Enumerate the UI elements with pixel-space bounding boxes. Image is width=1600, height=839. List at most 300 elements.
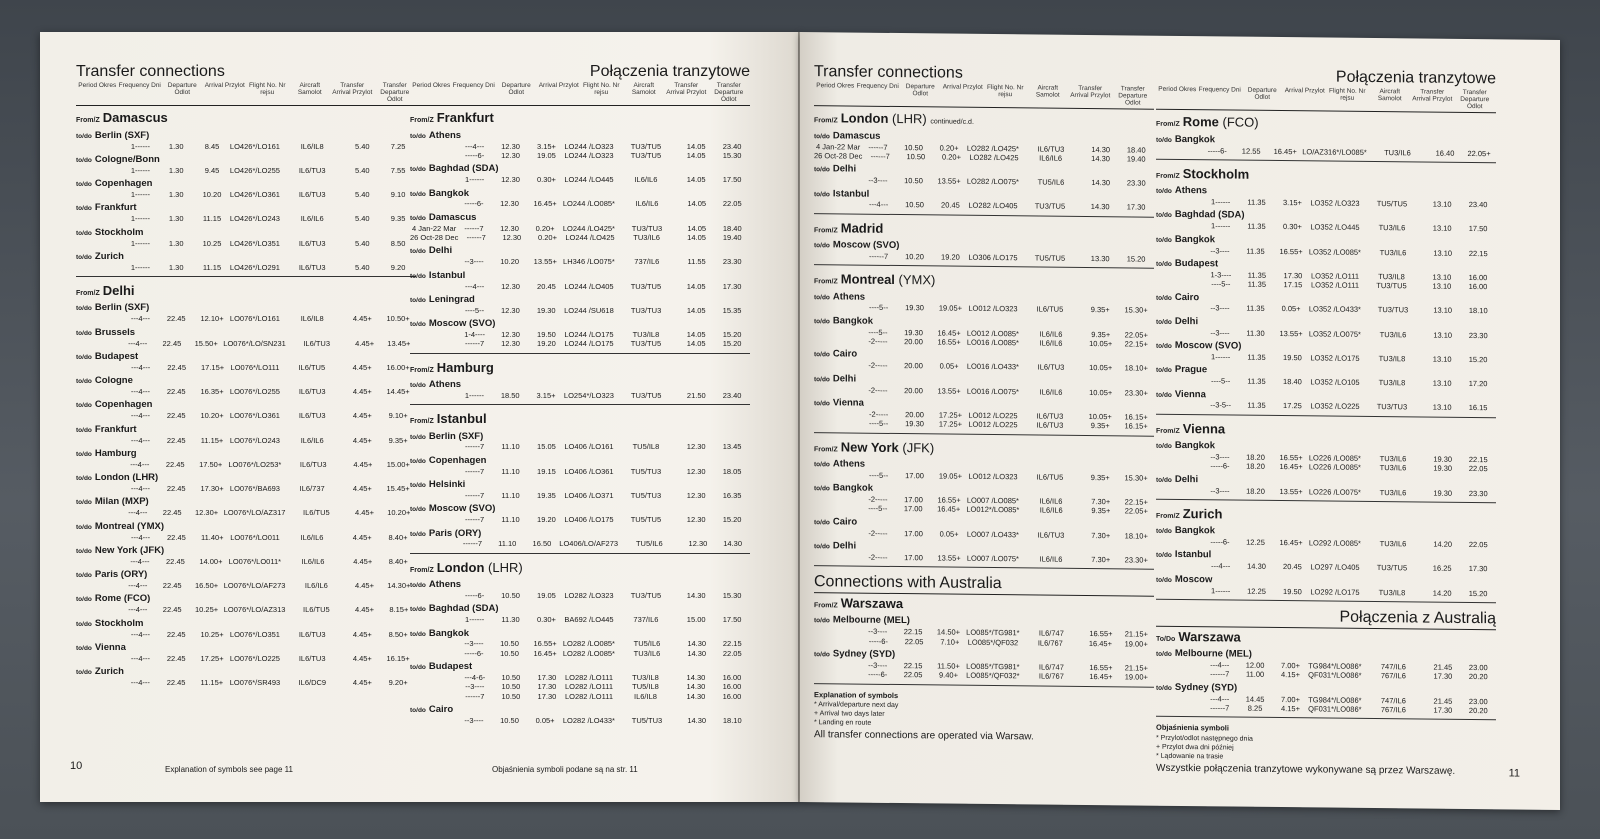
flight-cell: 9.35+ <box>1091 506 1111 516</box>
flight-cell: 22.45 <box>166 484 186 494</box>
flight-cell: 5.40 <box>355 141 370 151</box>
column-header-cell: Frequency Dni <box>452 82 495 89</box>
flight-cell: LO016 /LO075* <box>966 386 1019 396</box>
to-prefix: to/do <box>76 132 92 140</box>
flight-cell <box>410 682 457 691</box>
flight-cell: 10.25+ <box>200 629 224 639</box>
flight-cell: ---4--- <box>130 459 150 469</box>
flight-cell: 16.15+ <box>386 653 410 663</box>
flight-cell: 12.30 <box>501 281 520 291</box>
flight-cell: 19.20 <box>537 339 556 349</box>
origin-heading <box>410 411 750 427</box>
from-prefix: To/Do <box>1156 635 1176 643</box>
flight-cell: 16.15+ <box>1124 421 1148 431</box>
flight-cell: ------7 <box>870 151 890 161</box>
flight-cell: 23.30 <box>1468 330 1488 340</box>
flight-cell <box>814 360 860 370</box>
flight-cell: 9.45 <box>204 165 220 175</box>
flight-cell: 14.05 <box>686 175 706 185</box>
flight-cell: 4 Jan-22 Mar <box>816 141 861 152</box>
flight-cell: 23.40 <box>1468 200 1488 210</box>
origin-city: Delhi <box>102 283 135 299</box>
flight-cell: 10.50+ <box>386 314 410 324</box>
flight-cell: ---4--- <box>130 314 151 324</box>
flight-cell: 13.10 <box>1433 306 1453 316</box>
flight-row <box>76 533 416 542</box>
to-prefix: to/do <box>410 248 426 256</box>
flight-cell: IL6/767 <box>1038 671 1064 682</box>
to-prefix: to/do <box>76 253 92 261</box>
origin-heading <box>76 283 416 299</box>
flight-cell: 14.45 <box>1245 694 1265 704</box>
flight-cell: TU3/TU3 <box>1376 402 1408 412</box>
australia-section <box>1156 626 1496 721</box>
to-prefix: to/do <box>1156 294 1172 302</box>
flight-cell: 14.30 <box>1091 178 1111 188</box>
column-header-cell: Frequency Dni <box>856 82 899 91</box>
flight-cell: LO352 /LO433* <box>1308 304 1361 315</box>
flight-cell: 16.55+ <box>937 495 961 505</box>
flight-cell: 1------ <box>1211 221 1231 231</box>
flight-cell <box>410 615 457 624</box>
flight-cell <box>814 528 860 538</box>
flight-cell: TU3/IL6 <box>1379 329 1407 340</box>
flight-cell: LO076*/LO/AZ313 <box>223 605 286 615</box>
flight-cell: 10.20+ <box>200 411 224 421</box>
flight-row <box>410 339 750 348</box>
flight-cell: 19.30 <box>1433 463 1453 474</box>
column-header-cell: Transfer Departure Odlot <box>714 82 744 104</box>
flight-cell: IL6/TU3 <box>298 238 326 248</box>
column-polaczenia-p11 <box>1156 66 1496 779</box>
destination-heading <box>76 496 416 508</box>
origin-section <box>410 110 750 353</box>
flight-cell <box>1156 693 1202 703</box>
column-header-cell: Arrival Przylot <box>538 82 579 89</box>
flight-cell <box>410 257 456 266</box>
explanation-item: * Arrival/departure next day <box>814 700 899 709</box>
flight-cell: 10.05+ <box>1089 363 1113 373</box>
flight-cell: 12.30 <box>502 233 522 243</box>
flight-row <box>410 467 750 476</box>
flight-cell: 1.30 <box>168 214 184 224</box>
flight-cell: 21.45 <box>1433 662 1453 672</box>
flight-cell: ---4--- <box>130 629 151 639</box>
destination-city: Baghdad (SDA) <box>1174 209 1245 222</box>
to-prefix: to/do <box>76 353 92 361</box>
to-prefix: to/do <box>76 305 92 313</box>
flight-cell: IL6/737 <box>299 484 325 494</box>
flight-cell: ------7 <box>465 490 485 500</box>
destination-city: Athens <box>428 129 462 141</box>
continued-label: continued/c.d. <box>930 118 974 127</box>
flight-cell: LO406/LO/AF273 <box>559 539 619 549</box>
destination-city: Bangkok <box>1174 439 1216 452</box>
flight-cell: TU3/IL6 <box>1379 487 1407 497</box>
to-prefix: to/do <box>1156 552 1172 560</box>
destination-heading <box>76 593 416 605</box>
flight-cell: 0.30+ <box>536 175 556 185</box>
flight-cell: 13.10 <box>1433 330 1453 340</box>
flight-cell <box>76 436 123 445</box>
flight-cell: -2----- <box>868 336 888 346</box>
flight-cell: TU3/IL6 <box>1384 147 1411 157</box>
to-prefix: to/do <box>410 582 426 590</box>
to-prefix: to/do <box>76 499 92 507</box>
flight-cell: 4.45+ <box>354 581 374 591</box>
destination-city: Milan (MXP) <box>94 496 149 508</box>
flight-cell: 18.40 <box>1283 377 1302 387</box>
flight-cell: 9.35+ <box>1090 472 1110 482</box>
flight-cell: 13.55+ <box>533 257 557 267</box>
flight-cell: TU3/TU5 <box>630 141 662 151</box>
destination-city: Delhi <box>1174 473 1199 485</box>
flight-row <box>410 692 750 701</box>
destination-heading <box>76 399 416 411</box>
flight-cell: 14.05 <box>686 330 706 340</box>
flight-cell: IL6/TU3 <box>298 629 326 639</box>
destination-heading <box>76 202 416 214</box>
flight-cell: ---4--- <box>130 556 150 566</box>
to-prefix: to/do <box>814 132 830 140</box>
flight-cell: 1------ <box>1211 352 1231 362</box>
origin-code: (YMX) <box>898 272 936 288</box>
to-prefix: to/do <box>1156 318 1172 326</box>
flight-cell: TU3/IL6 <box>1379 539 1407 549</box>
flight-cell: IL6/IL6 <box>635 199 659 209</box>
flight-cell: 11.15 <box>202 214 222 224</box>
flight-cell: LO426*/LO243 <box>229 214 280 224</box>
origin-section <box>410 411 750 554</box>
flight-cell <box>76 581 121 590</box>
flight-cell: 10.50 <box>904 176 923 186</box>
flight-cell: 14.20 <box>1432 588 1452 598</box>
flight-cell: -----6- <box>868 670 888 680</box>
flight-row <box>76 239 416 248</box>
destination-city: Vienna <box>1174 388 1206 400</box>
flight-cell: -----6- <box>465 150 485 160</box>
flight-cell: 19.50 <box>1283 586 1302 596</box>
flight-cell: LO007 /LO075* <box>966 553 1019 564</box>
to-prefix: to/do <box>410 506 426 514</box>
destination-heading <box>410 212 750 224</box>
to-prefix: to/do <box>76 156 92 164</box>
flight-cell <box>1156 660 1202 670</box>
destination-city: Budapest <box>94 350 139 362</box>
destination-city: Istanbul <box>832 187 870 200</box>
flight-cell: 19.05+ <box>938 303 963 314</box>
flight-cell: ---4--- <box>1210 660 1230 670</box>
destination-city: Athens <box>832 290 866 303</box>
flight-cell: IL6/IL6 <box>1039 496 1063 506</box>
flight-cell: 7.00+ <box>1280 694 1300 704</box>
flight-cell: 22.15+ <box>1124 339 1148 349</box>
flight-cell: 4.45+ <box>352 532 372 542</box>
flight-cell <box>814 552 860 562</box>
flight-cell: QF031*/LO086* <box>1308 704 1362 714</box>
flight-cell: 15.20 <box>1468 588 1488 598</box>
flight-cell <box>76 339 121 348</box>
column-header-cell: Flight No. Nr rejsu <box>1329 87 1366 102</box>
flight-cell: 20.45 <box>941 200 960 211</box>
flight-row <box>76 678 416 687</box>
flight-cell: TU3/TU3 <box>631 223 663 233</box>
flight-cell: 23.30 <box>1126 178 1146 188</box>
flight-cell <box>1156 197 1203 207</box>
flight-cell: IL6/TU3 <box>298 262 326 272</box>
flight-cell: 12.30 <box>686 466 706 476</box>
flight-cell: LO076*/SR493 <box>229 678 281 688</box>
flight-cell: 0.30+ <box>1282 222 1302 232</box>
flight-cell: IL6/TU5 <box>303 605 330 615</box>
flight-cell: TG984*/LO086* <box>1308 661 1362 671</box>
flight-cell: IL6/IL6 <box>301 556 325 566</box>
flight-cell: --3---- <box>465 682 485 692</box>
to-prefix: to/do <box>410 132 426 140</box>
flight-cell: 16.45+ <box>1088 638 1112 648</box>
to-prefix: to/do <box>1156 684 1172 692</box>
to-prefix: to/do <box>410 606 426 614</box>
flight-cell: 16.45+ <box>937 504 961 514</box>
flight-cell <box>76 630 123 639</box>
flight-cell: LO012 /LO085* <box>966 328 1019 338</box>
flight-cell: 10.50 <box>501 682 521 692</box>
flight-cell: --3---- <box>1210 245 1230 256</box>
flight-cell: ---4--- <box>128 581 148 591</box>
flight-cell: 737/IL6 <box>633 615 659 625</box>
column-header-cell: Period Okres <box>412 82 451 89</box>
origin-section <box>76 110 416 277</box>
origin-heading <box>814 111 1154 131</box>
flight-cell: IL6/IL8 <box>300 141 324 151</box>
flight-cell <box>1156 352 1203 362</box>
flight-cell: 16.45+ <box>1279 538 1303 548</box>
flight-cell: 5.40 <box>355 165 370 175</box>
flight-cell: LO012 /LO225 <box>968 419 1018 430</box>
flight-cell: 4.45+ <box>352 629 372 639</box>
from-prefix: From/Z <box>814 602 838 610</box>
flight-cell: 8.50 <box>390 238 406 248</box>
destination-city: Delhi <box>1174 315 1199 327</box>
destination-city: New York (JFK) <box>94 544 165 556</box>
flight-cell: LO282 /LO085* <box>562 639 615 649</box>
origin-heading <box>814 271 1154 291</box>
flight-cell: TU3/IL6 <box>1378 223 1406 233</box>
flight-cell: 16.45+ <box>1279 462 1303 472</box>
flight-cell <box>410 673 457 682</box>
column-header-cell: Transfer Arrival Przylot <box>1070 84 1111 100</box>
flight-cell: 14.30 <box>686 691 706 701</box>
from-prefix: From/Z <box>814 117 838 125</box>
flight-cell: 15.35 <box>722 305 742 315</box>
column-header-cell: Period Okres <box>816 82 855 90</box>
flight-cell: 22.15 <box>903 627 923 637</box>
to-prefix: to/do <box>1156 476 1172 484</box>
flight-cell: TU3/TU3 <box>1377 305 1409 315</box>
flight-cell: 8.45 <box>204 141 220 151</box>
flight-cell: ---4--- <box>128 508 148 518</box>
flight-cell: 14.05 <box>687 199 707 209</box>
flight-cell: LO282 /LO425* <box>966 143 1019 153</box>
to-prefix: to/do <box>410 530 426 538</box>
column-header-cell: Arrival Przylot <box>204 82 245 89</box>
to-prefix: to/do <box>814 543 830 551</box>
flight-cell: 11.35 <box>1247 221 1266 232</box>
flight-cell: LO282 /LO085* <box>562 648 615 658</box>
destination-city: Paris (ORY) <box>94 569 148 581</box>
flight-cell: -----6- <box>868 636 888 646</box>
flight-cell: 4.45+ <box>352 314 372 324</box>
explanation-item: * Lądowanie na trasie <box>1156 752 1224 761</box>
flight-cell: 9.35+ <box>1091 329 1111 339</box>
flight-cell: 13.55+ <box>1279 328 1303 338</box>
flight-cell: ----5-- <box>869 303 889 313</box>
flight-cell: TU3/IL6 <box>633 648 661 658</box>
flight-cell: LO352 /LO175 <box>1310 353 1360 363</box>
flight-cell <box>76 654 123 663</box>
flight-cell: 14.05 <box>686 141 706 151</box>
flight-cell: 14.30 <box>686 673 706 683</box>
explanation-item: + Arrival two days later <box>814 710 885 718</box>
flight-cell: LO254*/LO323 <box>563 390 614 400</box>
flight-cell: 22.05 <box>903 670 923 680</box>
to-prefix: to/do <box>76 329 92 337</box>
flight-cell: 13.45 <box>722 442 742 452</box>
flight-cell: 1------ <box>130 214 151 224</box>
flight-cell: LO352 /LO111 <box>1310 280 1360 291</box>
flight-cell: 11.35 <box>1247 352 1266 362</box>
flight-cell: 17.50 <box>722 175 742 185</box>
flight-cell: 16.00+ <box>386 362 410 372</box>
column-header-cell: Aircraft Samolot <box>1377 88 1402 103</box>
flight-cell: LO352 /LO225 <box>1310 401 1360 412</box>
flight-cell: 16.55+ <box>1279 452 1303 463</box>
symbols-explanation <box>814 690 1154 731</box>
flight-cell <box>410 491 457 500</box>
origin-code: (LHR) <box>892 111 927 127</box>
destination-city: Damascus <box>428 211 477 223</box>
flight-cell: IL6/IL8 <box>300 314 324 324</box>
destination-city: Budapest <box>1174 257 1219 270</box>
column-header-cell: Flight No. Nr rejsu <box>583 82 620 97</box>
flight-cell: 15.20 <box>1468 354 1488 365</box>
flight-cell: 14.05 <box>686 281 706 291</box>
destination-city: Hamburg <box>94 447 137 459</box>
explanation-item: + Przylot dwa dni później <box>1156 743 1234 752</box>
flight-cell: 4.45+ <box>352 411 372 421</box>
flight-cell: IL6/TU3 <box>1036 420 1064 430</box>
flight-cell: 1------ <box>130 190 151 200</box>
flight-cell: TU5/IL8 <box>632 682 659 692</box>
to-prefix: to/do <box>76 229 92 237</box>
flight-cell <box>410 692 457 701</box>
flight-cell <box>410 442 457 451</box>
flight-cell: LO012 /LO225 <box>968 410 1018 421</box>
flight-cell: 11.10 <box>501 466 520 476</box>
flight-cell: 16.00 <box>1468 282 1488 292</box>
flight-cell <box>1156 400 1203 410</box>
to-prefix: to/do <box>76 475 92 483</box>
flight-cell: --3---- <box>464 257 484 267</box>
flight-cell: LO426*/LO361 <box>229 190 280 200</box>
flight-cell: LO076*/LO255 <box>229 387 280 397</box>
flight-cell <box>814 494 860 504</box>
flight-cell: 18.50 <box>500 390 520 400</box>
flight-cell: 10.20 <box>905 252 924 262</box>
column-header-cell: Flight No. Nr rejsu <box>249 82 286 97</box>
flight-cell: 16.15+ <box>1124 412 1148 422</box>
flight-cell <box>410 639 456 648</box>
to-prefix: to/do <box>410 296 426 304</box>
flight-cell: 11.15+ <box>200 435 224 445</box>
flight-cell: ------7 <box>868 142 888 152</box>
flight-cell: 11.30 <box>1246 328 1265 338</box>
flight-cell: ----5-- <box>869 418 889 429</box>
flight-cell: 12.30 <box>686 490 706 500</box>
flight-cell <box>1156 279 1203 289</box>
flight-cell: 15.50+ <box>194 338 218 348</box>
flight-cell: 7.30+ <box>1091 554 1111 565</box>
flight-cell: LO/AZ316*/LO085* <box>1302 146 1367 157</box>
to-prefix: to/do <box>1156 650 1172 659</box>
flight-cell: TU5/TU5 <box>630 515 662 525</box>
destination-city: Copenhagen <box>428 454 487 466</box>
flight-cell: --3---- <box>464 639 484 649</box>
flight-cell: 21.45 <box>1433 696 1453 706</box>
flight-cell: -----6- <box>1207 145 1227 156</box>
flight-cell: 19.50 <box>537 330 556 340</box>
flight-cell: 11.15 <box>202 262 222 272</box>
flight-cell: 14.30 <box>687 716 707 726</box>
flight-cell: 10.20+ <box>387 508 411 518</box>
flight-cell: TU5/IL6 <box>1037 177 1065 187</box>
flight-row <box>76 508 416 517</box>
flight-cell: 8.40+ <box>388 556 408 566</box>
flight-cell: LO076*/LO011* <box>228 556 282 566</box>
flight-cell: LO076*/LO/AZ317 <box>223 508 286 518</box>
flight-cell: 18.05 <box>722 466 742 476</box>
column-header <box>76 82 416 106</box>
flight-cell <box>410 716 456 725</box>
flight-cell: 12.30 <box>500 223 519 233</box>
origin-city: Frankfurt <box>436 110 494 126</box>
flight-cell: ------7 <box>462 539 483 549</box>
flight-cell: 18.10+ <box>1124 530 1148 541</box>
origin-city: Rome <box>1182 114 1219 130</box>
flight-row <box>76 411 416 420</box>
flight-cell: 4.45+ <box>352 435 372 445</box>
flight-cell: 10.50 <box>905 200 924 210</box>
flight-cell: IL6/IL6 <box>300 532 324 542</box>
flight-cell: IL6/IL6 <box>1039 387 1063 397</box>
flight-cell: ---4--- <box>1210 693 1230 704</box>
origin-section <box>410 560 750 730</box>
flight-cell <box>1156 303 1202 313</box>
destination-heading <box>410 270 750 282</box>
flight-cell: 23.30 <box>722 257 742 267</box>
flight-cell: 1------ <box>130 238 151 248</box>
flight-cell: 10.50 <box>501 691 521 701</box>
flight-cell: LO076*/LO111 <box>230 362 280 372</box>
flight-cell: 11.35 <box>1247 279 1266 290</box>
flight-cell: 16.45+ <box>533 199 557 209</box>
flight-cell: ---4--- <box>869 200 889 210</box>
from-prefix: From/Z <box>410 366 434 374</box>
flight-row <box>410 282 750 291</box>
flight-cell: 4.45+ <box>352 678 372 688</box>
flight-cell: 8.40+ <box>388 532 408 542</box>
flight-cell: 16.35 <box>722 490 742 500</box>
